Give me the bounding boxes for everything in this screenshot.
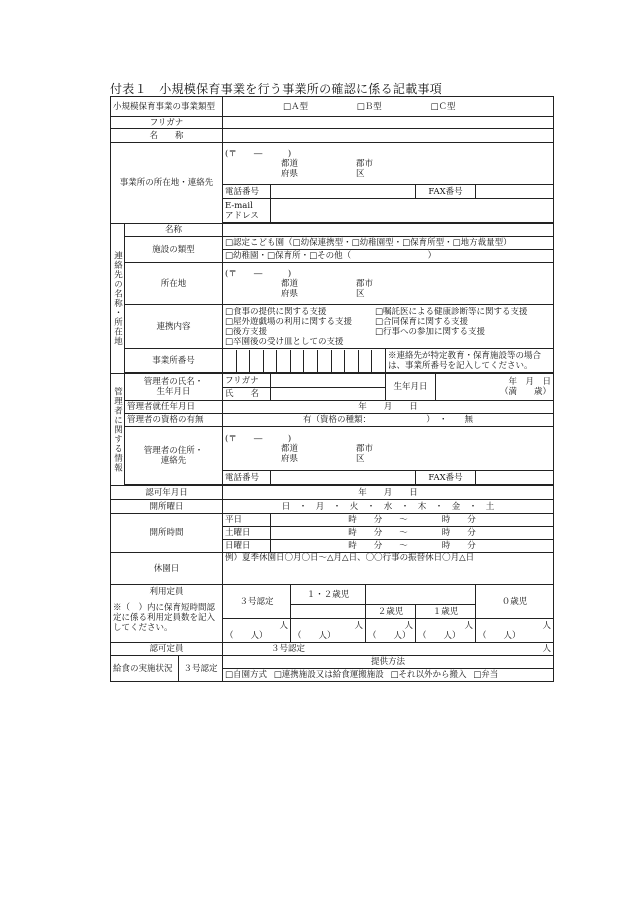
meal-sub-label: ３号認定 bbox=[179, 656, 223, 682]
col-empty-header bbox=[366, 585, 476, 605]
sunday-label: 日曜日 bbox=[223, 540, 271, 553]
manager-tel-field[interactable] bbox=[271, 471, 416, 485]
manager-shimei-field[interactable] bbox=[271, 388, 386, 401]
capacity-2-field[interactable] bbox=[366, 619, 416, 643]
open-days-label: 開所曜日 bbox=[111, 500, 223, 514]
unit-3go: 人 bbox=[279, 620, 288, 631]
unit-1: 人 bbox=[464, 620, 473, 631]
furigana-label: フリガナ bbox=[111, 117, 223, 129]
approved-capacity-label: 認可定員 bbox=[111, 643, 223, 656]
col-2-header: ２歳児 bbox=[366, 605, 416, 619]
manager-name-label-1: 管理者の氏名・ bbox=[143, 377, 204, 387]
manager-furigana-label: フリガナ bbox=[223, 374, 271, 388]
meal-own-checkbox[interactable]: □自園方式 bbox=[225, 670, 268, 680]
birth-ymd: 年 月 日 bbox=[508, 377, 552, 387]
form-title: 付表１ 小規模保育事業を行う事業所の確認に係る記載事項 bbox=[110, 82, 443, 96]
facility-type-label: 施設の類型 bbox=[125, 237, 223, 263]
manager-name-label bbox=[125, 374, 223, 401]
office-number-label: 事業所番号 bbox=[125, 349, 223, 373]
weekday-label: 平日 bbox=[223, 514, 271, 527]
unit-0: 人 bbox=[542, 620, 552, 631]
tel-field[interactable] bbox=[271, 185, 416, 199]
meal-partner-checkbox[interactable]: □連携施設又は給食運搬施設 bbox=[273, 670, 384, 680]
qualification-field[interactable]: 有（資格の種類： ） ・ 無 bbox=[223, 414, 554, 427]
paren-2: （ 人） bbox=[368, 630, 411, 641]
capacity-12-field[interactable] bbox=[291, 619, 366, 643]
manager-address-label-2: 連絡先 bbox=[160, 455, 187, 466]
coop-meal-checkbox[interactable]: □食事の提供に関する支援 bbox=[225, 306, 327, 317]
unit-2: 人 bbox=[404, 620, 413, 631]
meal-label: 給食の実施状況 bbox=[111, 656, 179, 682]
paren-0: （ 人） bbox=[478, 630, 521, 641]
business-type-options bbox=[223, 97, 554, 117]
prefecture-top: 都道 bbox=[281, 158, 299, 169]
open-days-field[interactable]: 日 ・ 月 ・ 火 ・ 水 ・ 木 ・ 金 ・ 土 bbox=[223, 500, 554, 514]
appointment-date-label: 管理者就任年月日 bbox=[125, 401, 223, 414]
col-12-sub bbox=[291, 605, 366, 619]
facility-name-field[interactable] bbox=[223, 129, 554, 143]
coop-event-checkbox[interactable]: □行事への参加に関する支援 bbox=[375, 326, 486, 337]
manager-address-field[interactable] bbox=[223, 427, 554, 471]
col-1-header: １歳児 bbox=[416, 605, 476, 619]
contact-name-field[interactable] bbox=[223, 224, 554, 237]
manager-tel-label: 電話番号 bbox=[223, 471, 271, 485]
manager-birth-field[interactable] bbox=[436, 374, 554, 401]
contact-ward: 区 bbox=[356, 288, 365, 299]
office-number-note: ※連絡先が特定教育・保育施設等の場合は、事業所番号を記入してください。 bbox=[386, 349, 554, 373]
manager-shimei-label: 氏 名 bbox=[223, 388, 271, 401]
facility-name-label: 名 称 bbox=[111, 129, 223, 143]
col-12-header: １・２歳児 bbox=[291, 585, 366, 605]
email-field[interactable] bbox=[271, 199, 554, 223]
holidays-label: 休園日 bbox=[111, 553, 223, 585]
contact-postal: (〒 ― ) bbox=[225, 268, 292, 279]
contact-prefecture-bottom: 府県 bbox=[281, 288, 299, 299]
approved-capacity-unit: 人 bbox=[542, 644, 552, 654]
meal-other-checkbox[interactable]: □それ以外から搬入 bbox=[390, 670, 467, 680]
office-address-label: 事業所の所在地・連絡先 bbox=[111, 143, 223, 224]
approval-date-field[interactable]: 年 月 日 bbox=[223, 486, 554, 500]
contact-prefecture-top: 都道 bbox=[281, 278, 299, 289]
contact-name-label: 名称 bbox=[125, 224, 223, 237]
paren-1: （ 人） bbox=[418, 630, 461, 641]
fax-field[interactable] bbox=[476, 185, 554, 199]
manager-name-label-2: 生年月日 bbox=[156, 387, 191, 397]
capacity-note: ※（ ）内に保育短時間認定に係る利用定員数を記入してください。 bbox=[113, 603, 216, 633]
meal-bento-checkbox[interactable]: □弁当 bbox=[473, 670, 499, 680]
type-a-checkbox[interactable]: □Ａ型 bbox=[283, 101, 309, 112]
email-label bbox=[223, 199, 271, 223]
cooperation-label: 連携内容 bbox=[125, 305, 223, 349]
meal-method-label: 提供方法 bbox=[223, 656, 554, 669]
type-b-checkbox[interactable]: □Ｂ型 bbox=[356, 101, 382, 112]
manager-fax-field[interactable] bbox=[476, 471, 554, 485]
col-0-header: ０歳児 bbox=[476, 585, 554, 619]
ward: 区 bbox=[356, 168, 365, 179]
contact-location-field[interactable] bbox=[223, 263, 554, 305]
unit-12: 人 bbox=[354, 620, 363, 631]
birth-age: （満 歳） bbox=[500, 387, 552, 397]
city-top: 郡市 bbox=[356, 158, 374, 169]
manager-prefecture-top: 都道 bbox=[281, 443, 299, 454]
manager-furigana-field[interactable] bbox=[271, 374, 386, 388]
open-hours-label: 開所時間 bbox=[111, 514, 223, 553]
manager-city: 郡市 bbox=[356, 443, 374, 454]
capacity-label: 利用定員 bbox=[149, 587, 184, 597]
business-type-label: 小規模保育事業の事業類型 bbox=[111, 97, 223, 117]
facility-type-line2[interactable]: □幼稚園・□保育所・□その他（ ） bbox=[223, 250, 554, 263]
meal-method-options bbox=[223, 669, 554, 682]
manager-address-label bbox=[125, 427, 223, 485]
qualification-label: 管理者の資格の有無 bbox=[125, 414, 223, 427]
capacity-label-cell bbox=[111, 585, 223, 643]
coop-graduation-checkbox[interactable]: □卒園後の受け皿としての支援 bbox=[225, 336, 344, 347]
cooperation-options bbox=[223, 305, 554, 349]
postal-code: (〒 ― ) bbox=[225, 148, 292, 159]
office-address-field[interactable] bbox=[223, 143, 554, 185]
facility-type-line1[interactable]: □認定こども園（□幼保連携型・□幼稚園型・□保育所型・□地方裁量型） bbox=[223, 237, 554, 250]
type-c-checkbox[interactable]: □Ｃ型 bbox=[430, 101, 456, 112]
furigana-field[interactable] bbox=[223, 117, 554, 129]
capacity-1-field[interactable] bbox=[416, 619, 476, 643]
manager-prefecture-bottom: 府県 bbox=[281, 453, 299, 464]
manager-address-label-1: 管理者の住所・ bbox=[143, 445, 204, 456]
approval-date-label: 認可年月日 bbox=[111, 486, 223, 500]
email-label-1: E-mail bbox=[225, 200, 253, 211]
paren-12: （ 人） bbox=[293, 630, 336, 641]
saturday-hours-field[interactable]: 時 分 ～ 時 分 bbox=[271, 527, 554, 540]
paren-3go: （ 人） bbox=[225, 630, 268, 641]
saturday-label: 土曜日 bbox=[223, 527, 271, 540]
col-3go-header: ３号認定 bbox=[223, 585, 291, 619]
tel-label: 電話番号 bbox=[223, 185, 271, 199]
approved-capacity-3go: ３号認定 bbox=[271, 644, 306, 654]
manager-fax-label: FAX番号 bbox=[416, 471, 476, 485]
office-number-boxes[interactable] bbox=[223, 349, 386, 373]
manager-postal: (〒 ― ) bbox=[225, 433, 292, 444]
weekday-hours-field[interactable]: 時 分 ～ 時 分 bbox=[271, 514, 554, 527]
manager-ward: 区 bbox=[356, 453, 365, 464]
coop-health-checkbox[interactable]: □嘱託医による健康診断等に関する支援 bbox=[375, 306, 528, 317]
fax-label: FAX番号 bbox=[416, 185, 476, 199]
registration-form-table bbox=[110, 96, 554, 682]
manager-birth-label: 生年月日 bbox=[386, 374, 436, 401]
coop-playground-checkbox[interactable]: □屋外遊戯場の利用に関する支援 bbox=[225, 316, 353, 327]
contact-city: 郡市 bbox=[356, 278, 374, 289]
capacity-3go-field[interactable] bbox=[223, 619, 291, 643]
coop-joint-care-checkbox[interactable]: □合同保育に関する支援 bbox=[375, 316, 469, 327]
holidays-field[interactable]: 例）夏季休園日〇月〇日～△月△日、〇〇行事の振替休日〇月△日 bbox=[223, 553, 554, 585]
approved-capacity-field[interactable] bbox=[223, 643, 554, 656]
prefecture-bottom: 府県 bbox=[281, 168, 299, 179]
manager-section-label: 管理者に関する情報 bbox=[111, 374, 125, 486]
sunday-hours-field[interactable]: 時 分 ～ 時 分 bbox=[271, 540, 554, 553]
capacity-0-field[interactable] bbox=[476, 619, 554, 643]
email-label-2: アドレス bbox=[225, 210, 259, 221]
contact-section-label: 連絡先の名称・所在地 bbox=[111, 224, 125, 374]
coop-backup-checkbox[interactable]: □後方支援 bbox=[225, 326, 268, 337]
appointment-date-field[interactable]: 年 月 日 bbox=[223, 401, 554, 414]
contact-location-label: 所在地 bbox=[125, 263, 223, 305]
